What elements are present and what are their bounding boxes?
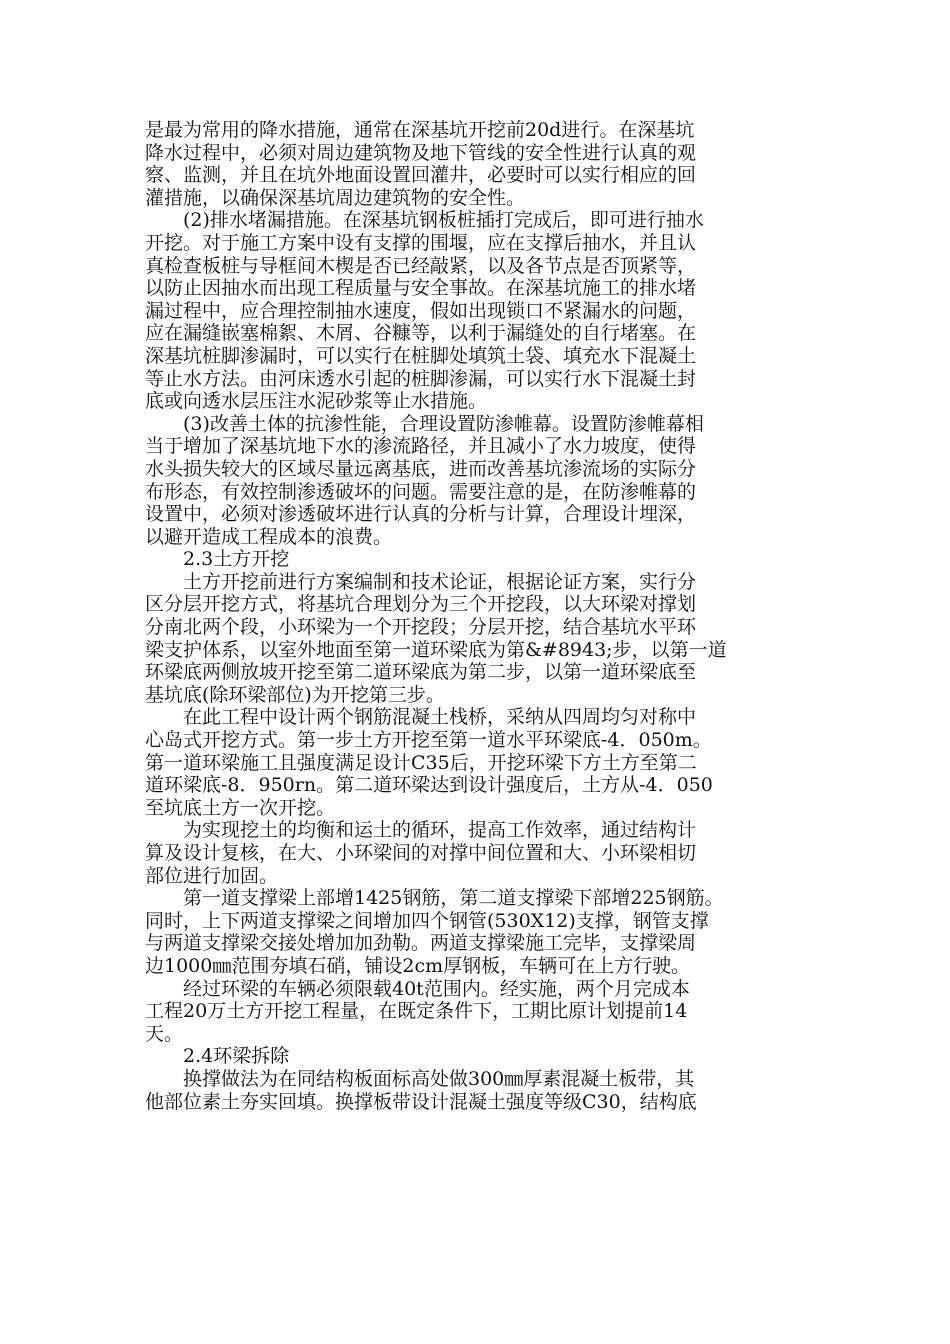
text-line: 水头损失较大的区域尽量远离基底，进而改善基坑渗流场的实际分 <box>145 457 697 480</box>
text-line: (3)改善土体的抗渗性能，合理设置防渗帷幕。设置防渗帷幕相 <box>183 412 704 435</box>
text-line: 心岛式开挖方式。第一步土方开挖至第一道水平环梁底-4．050m。 <box>145 729 712 752</box>
text-line: 同时，上下两道支撑梁之间增加四个钢管(530X12)支撑，钢管支撑 <box>145 909 709 932</box>
text-line: 灌措施，以确保深基坑周边建筑物的安全性。 <box>145 186 526 209</box>
text-line: 开挖。对于施工方案中设有支撑的围堰，应在支撑后抽水，并且认 <box>145 231 697 254</box>
text-line: 与两道支撑梁交接处增加加劲勒。两道支撑梁施工完毕，支撑梁周 <box>145 932 697 955</box>
text-line: 设置中，必须对渗透破坏进行认真的分析与计算，合理设计埋深， <box>145 503 697 526</box>
text-line: 区分层开挖方式，将基坑合理划分为三个开挖段，以大环梁对撑划 <box>145 593 697 616</box>
text-line: 换撑做法为在同结构板面标高处做300㎜厚素混凝土板带，其 <box>183 1067 695 1090</box>
text-line: 为实现挖土的均衡和运土的循环，提高工作效率，通过结构计 <box>183 819 697 842</box>
text-line: 察、监测，并且在坑外地面设置回灌井，必要时可以实行相应的回 <box>145 164 697 187</box>
text-line: 第一道支撑梁上部增1425钢筋，第二道支撑梁下部增225钢筋。 <box>183 887 724 910</box>
text-line: 基坑底(除环梁部位)为开挖第三步。 <box>145 683 445 706</box>
text-line: 应在漏缝嵌塞棉絮、木屑、谷糠等，以利于漏缝处的自行堵塞。在 <box>145 322 697 345</box>
text-line: 当于增加了深基坑地下水的渗流路径，并且减小了水力坡度，使得 <box>145 435 697 458</box>
text-line: 布形态，有效控制渗透破坏的问题。需要注意的是，在防渗帷幕的 <box>145 480 697 503</box>
text-line: 深基坑桩脚渗漏时，可以实行在桩脚处填筑土袋、填充水下混凝土 <box>145 344 697 367</box>
text-line: 2.4环梁拆除 <box>183 1045 290 1068</box>
text-line: 以防止因抽水而出现工程质量与安全事故。在深基坑施工的排水堵 <box>145 277 697 300</box>
text-line: 是最为常用的降水措施，通常在深基坑开挖前20d进行。在深基坑 <box>145 119 695 141</box>
text-line: 漏过程中，应合理控制抽水速度，假如出现锁口不紧漏水的问题， <box>145 299 697 322</box>
text-line: 第一道环梁施工且强度满足设计C35后，开挖环梁下方土方至第二 <box>145 751 697 774</box>
text-line: 土方开挖前进行方案编制和技术论证，根据论证方案，实行分 <box>183 570 697 593</box>
text-line: 天。 <box>145 1022 184 1045</box>
text-line: 他部位素土夯实回填。换撑板带设计混凝土强度等级C30，结构底 <box>145 1090 697 1113</box>
text-line: 道环梁底-8．950rn。第二道环梁达到设计强度后，土方从-4．050 <box>145 774 713 797</box>
text-line: 2.3土方开挖 <box>183 548 290 571</box>
text-line: (2)排水堵漏措施。在深基坑钢板桩插打完成后，即可进行抽水 <box>183 209 704 232</box>
text-line: 经过环梁的车辆必须限载40t范围内。经实施，两个月完成本 <box>183 977 690 1000</box>
text-line: 分南北两个段，小环梁为一个开挖段；分层开挖，结合基坑水平环 <box>145 616 697 639</box>
text-line: 部位进行加固。 <box>145 864 279 887</box>
text-line: 以避开造成工程成本的浪费。 <box>145 525 393 548</box>
text-line: 工程20万土方开挖工程量，在既定条件下，工期比原计划提前14 <box>145 1000 688 1023</box>
text-line: 降水过程中，必须对周边建筑物及地下管线的安全性进行认真的观 <box>145 141 697 164</box>
text-line: 在此工程中设计两个钢筋混凝土栈桥，采纳从四周均匀对称中 <box>183 706 697 729</box>
text-line: 算及设计复核，在大、小环梁间的对撑中间位置和大、小环梁相切 <box>145 842 697 864</box>
text-line: 真检查板桩与导框间木楔是否已经敲紧，以及各节点是否顶紧等， <box>145 254 697 277</box>
text-line: 等止水方法。由河床透水引起的桩脚渗漏，可以实行水下混凝土封 <box>145 367 697 390</box>
text-line: 至坑底土方一次开挖。 <box>145 796 336 819</box>
text-line: 边1000㎜范围夯填石硝，铺设2cm厚钢板，车辆可在上方行驶。 <box>145 954 691 977</box>
text-line: 梁支护体系，以室外地面至第一道环梁底为第&#8943;步，以第一道 <box>145 638 727 661</box>
text-line: 环梁底两侧放坡开挖至第二道环梁底为第二步，以第一道环梁底至 <box>145 661 697 684</box>
text-line: 底或向透水层压注水泥砂浆等止水措施。 <box>145 390 488 413</box>
body-text <box>145 119 810 1113</box>
